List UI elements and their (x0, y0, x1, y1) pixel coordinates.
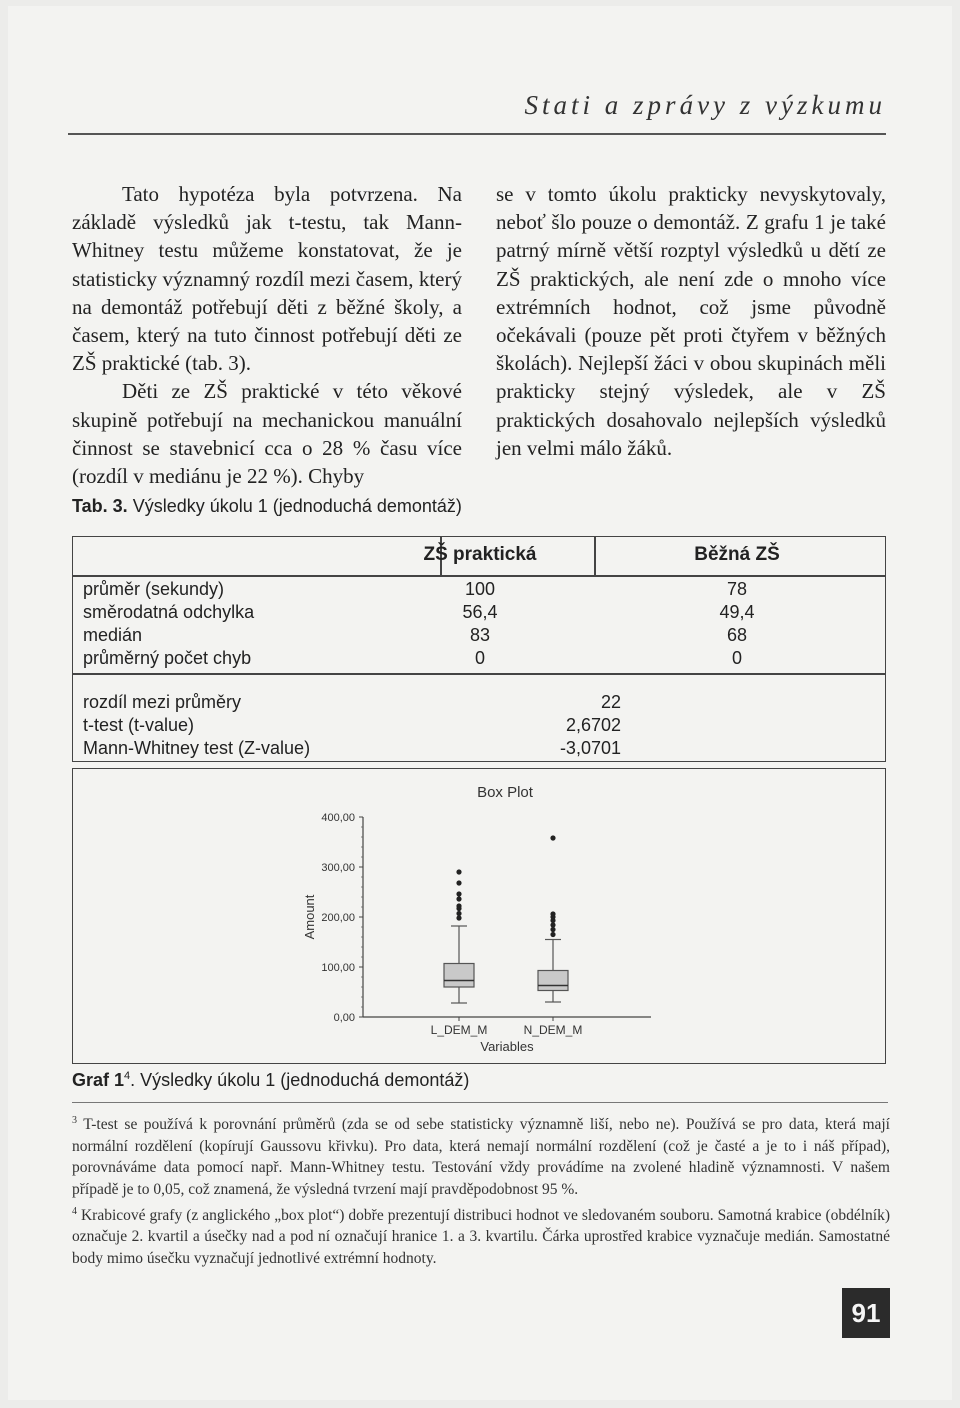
table-caption-label: Tab. 3. (72, 496, 128, 516)
outlier-point (550, 835, 555, 840)
cell-value: -3,0701 (559, 738, 621, 758)
y-tick-label: 100,00 (321, 962, 355, 974)
y-tick-label: 0,00 (333, 1012, 355, 1024)
cell-value: 83 (469, 625, 491, 645)
table-divider (73, 673, 885, 675)
cell-value: 49,4 (719, 602, 755, 622)
outlier-point (456, 911, 461, 916)
row-label: směrodatná odchylka (83, 602, 255, 622)
x-tick-label: L_DEM_M (430, 1023, 488, 1037)
row-label: rozdíl mezi průměry (83, 692, 242, 712)
chart-svg (73, 769, 887, 1065)
table-divider (594, 537, 596, 576)
outlier-point (550, 922, 555, 927)
y-tick-label: 300,00 (321, 862, 355, 874)
x-axis-label: Variables (480, 1039, 534, 1054)
chart-title: Box Plot (477, 784, 533, 801)
y-axis-label: Amount (302, 894, 317, 940)
table-caption-text: Výsledky úkolu 1 (jednoduchá demontáž) (132, 496, 462, 516)
column-header: Běžná ZŠ (694, 544, 780, 565)
figure-caption-footnote-ref: 4 (124, 1070, 131, 1082)
outlier-point (456, 880, 461, 885)
table-row-labels (83, 578, 254, 670)
row-label: t-test (t-value) (83, 715, 195, 735)
table-row-labels (83, 691, 310, 760)
paragraph: se v tomto úkolu prakticky nevyskytovaly, neboť šlo pouze o demontáž. Z grafu 1 je také patrný mírně větší rozptyl výsledků u dětí ze ZŠ praktických, ale není zde o mnoho více extrémních hodnot, což jsme původně očekávali (pouze pět proti čtyřem v běžných školách). Nejlepší žáci v obou skupinách měli prakticky stejný výsledek, ale v ZŠ praktických dosahovalo nejlepších výsledků jen velmi málo žáků. (496, 182, 886, 460)
outlier-point (456, 891, 461, 896)
row-label: medián (83, 625, 143, 645)
cell-value: 68 (726, 625, 748, 645)
x-tick-label: N_DEM_M (523, 1023, 583, 1037)
results-table (72, 536, 886, 762)
footnote-3 (72, 1110, 890, 1201)
row-label: průměr (sekundy) (83, 579, 225, 599)
cell-value: 56,4 (462, 602, 498, 622)
footnote-number: 3 (72, 1115, 77, 1126)
outlier-point (456, 903, 461, 908)
footnote-4 (72, 1201, 890, 1270)
y-tick-label: 400,00 (321, 812, 355, 824)
outlier-point (456, 915, 461, 920)
footnote-number: 4 (72, 1205, 77, 1217)
cell-value: 78 (726, 579, 748, 599)
y-tick-label: 200,00 (321, 912, 355, 924)
box-N_DEM_M (538, 971, 568, 991)
outlier-point (456, 869, 461, 874)
table-caption (72, 496, 462, 517)
box-L_DEM_M (444, 964, 474, 988)
running-head: Stati a zprávy z výzkumu (524, 90, 886, 120)
page-number: 91 (842, 1288, 890, 1338)
body-column-right (496, 180, 886, 462)
paragraph: Tato hypotéza byla potvrzena. Na základě výsledků jak t-testu, tak Mann-Whitney testu můžeme konstatovat, že je statisticky významný rozdíl mezi časem, který na demontáž potřebují děti z běžné školy, a časem, který na tuto činnost potřebují děti ze ZŠ praktické (tab. 3). (72, 182, 462, 376)
figure-caption (72, 1070, 469, 1091)
table-divider (73, 575, 885, 577)
cell-value: 100 (464, 579, 496, 599)
footnote-rule (72, 1102, 888, 1103)
outlier-point (550, 927, 555, 932)
body-column-left (72, 180, 462, 490)
cell-value: 0 (731, 648, 742, 668)
column-statistics (541, 691, 621, 760)
paragraph: Děti ze ZŠ praktické v této věkové skupině potřebují na mechanickou manuální činnost se stavebnicí cca o 28 % času více (rozdíl v mediánu je 22 %). Chyby (72, 379, 462, 489)
footnote-text: T-test se používá k porovnání průměrů (zda se od sebe statisticky významně liší, nebo ne). Používá se pro data, která mají normální rozdělení (kopírují Gaussovu křivku). Pro data, která nemají normální rozdělení (což je časté a je to i náš případ), porovnáváme data pomocí např. Mann-Whitney testu. Testování vždy provádíme na zvolené hladině významnosti. V našem případě je to 0,05, což znamená, že výsledná tvrzení mají pravděpodobnost 95 %. (72, 1116, 890, 1198)
footnote-text: Krabicové grafy (z anglického „box plot“) dobře prezentují distribuci hodnot ve sledovaném souboru. Samotná krabice (obdélník) označuje 2. kvartil a úsečky nad a pod ní označují hranice 1. a 3. kvartilu. Čárka uprostřed krabice vyznačuje medián. Samostatné body mimo úsečku vyznačují jednotlivé extrémní hodnoty. (72, 1206, 891, 1267)
column-bezna-zs (687, 578, 787, 670)
cell-value: 22 (600, 692, 621, 712)
outlier-point (456, 896, 461, 901)
figure-caption-text: . Výsledky úkolu 1 (jednoduchá demontáž) (130, 1070, 470, 1090)
cell-value: 2,6702 (565, 715, 621, 735)
cell-value: 0 (474, 648, 485, 668)
outlier-point (550, 911, 555, 916)
row-label: Mann-Whitney test (Z-value) (83, 738, 311, 758)
column-zs-prakticka (430, 578, 530, 670)
box-plot-chart (72, 768, 886, 1064)
column-header: ZŠ praktická (423, 544, 537, 565)
outlier-point (550, 932, 555, 937)
row-label: průměrný počet chyb (83, 648, 252, 668)
header-rule (68, 133, 886, 135)
figure-caption-label: Graf 1 (72, 1070, 125, 1090)
footnotes (72, 1110, 890, 1269)
